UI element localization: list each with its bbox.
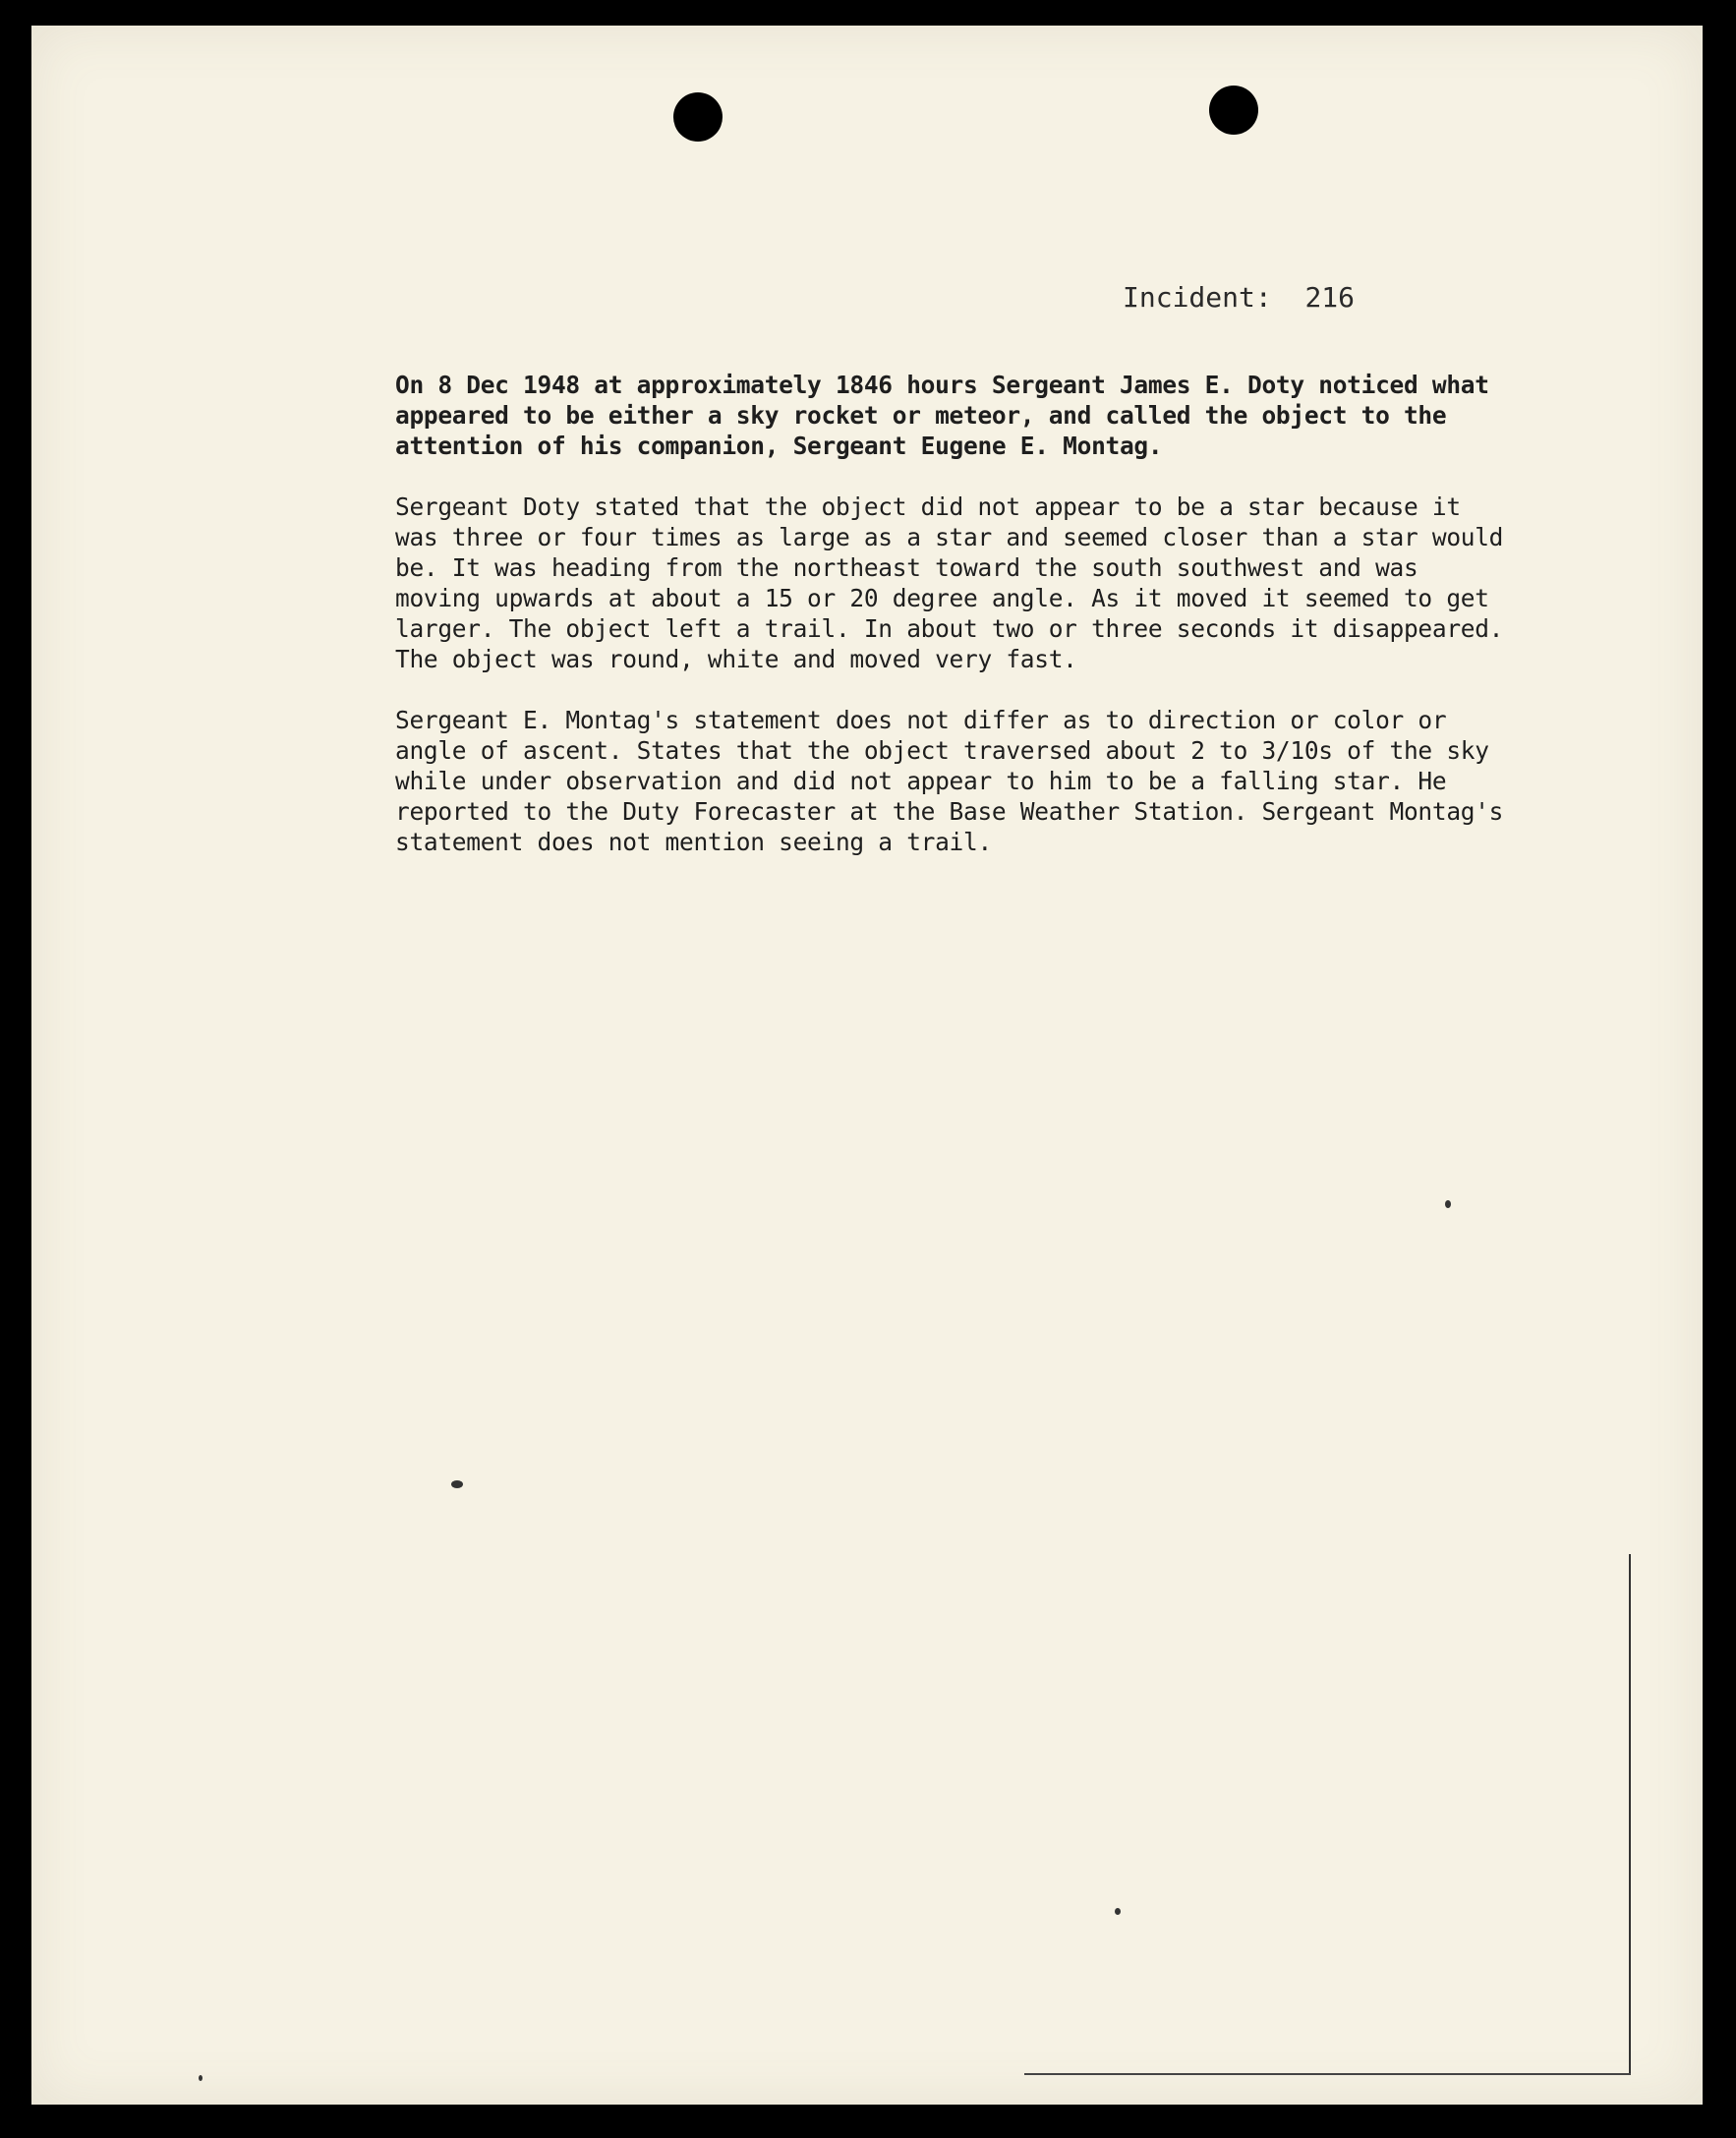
punch-hole-right [1209, 86, 1258, 135]
paragraph-doty-statement: Sergeant Doty stated that the object did not appear to be a star because it was three or four times as large as a star and seemed closer than a star would be. It was heading from the northeast toward the south southwest and was moving upwards at about a 15 or 20 degree angle. As it moved it seemed to get larger. The object left a trail. In about two or three seconds it disappeared. The object was round, white and moved very fast. [395, 492, 1504, 673]
paragraph-montag-statement: Sergeant E. Montag's statement does not differ as to direction or color or angle of ascent. States that the object traversed about 2 to 3/10s of the sky while under observation and did not appear to him to be a falling star. He reported to the Duty Forecaster at the Base Weather Station. Sergeant Montag's statement does not mention seeing a trail. [395, 706, 1504, 856]
incident-label: Incident: [1123, 281, 1272, 314]
corner-mark-vertical [1629, 1554, 1631, 2075]
document-page [31, 26, 1703, 2105]
paper-speck [1445, 1200, 1451, 1208]
paper-speck [199, 2075, 203, 2081]
incident-header [1123, 281, 1355, 314]
paper-speck [451, 1480, 463, 1488]
paragraph-sighting: On 8 Dec 1948 at approximately 1846 hours Sergeant James E. Doty noticed what appeared to be either a sky rocket or meteor, and called the object to the attention of his companion, Sergeant Eugene E. Montag. [395, 371, 1489, 460]
paper-speck [1115, 1908, 1121, 1915]
corner-mark-horizontal [1024, 2073, 1631, 2075]
incident-number: 216 [1304, 281, 1356, 314]
punch-hole-left [673, 92, 723, 142]
report-body [395, 370, 1506, 888]
